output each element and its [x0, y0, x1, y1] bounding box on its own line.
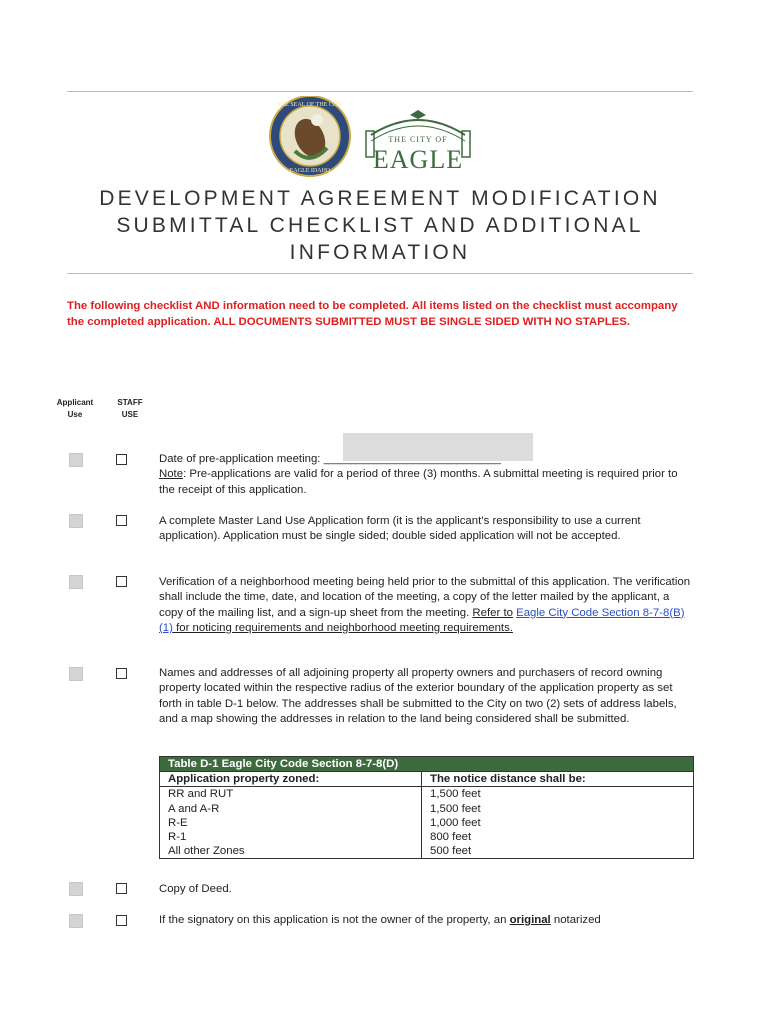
table-row	[160, 816, 694, 830]
table-row	[160, 802, 694, 816]
title-line-2: SUBMITTAL CHECKLIST AND ADDITIONAL	[116, 214, 644, 237]
table-row	[160, 830, 694, 844]
applicant-checkbox-master-form[interactable]	[69, 514, 83, 528]
applicant-checkbox-neighborhood[interactable]	[69, 575, 83, 589]
city-code-link[interactable]: Eagle City Code Section 8-7-8(B)(1)	[159, 606, 685, 634]
staff-checkbox-neighborhood[interactable]	[116, 576, 127, 587]
applicant-checkbox-preapp[interactable]	[69, 453, 83, 467]
applicant-header-line-2: Use	[67, 410, 83, 419]
table-cell-zone: R-E	[160, 816, 422, 830]
table-d1	[159, 756, 694, 859]
table-cell-distance: 1,500 feet	[422, 787, 694, 802]
table-cell-zone: R-1	[160, 830, 422, 844]
staff-checkbox-preapp[interactable]	[116, 454, 127, 465]
table-cell-distance: 800 feet	[422, 830, 694, 844]
neighborhood-tail: for noticing requirements and neighborhood meeting requirements.	[172, 621, 513, 634]
table-cell-zone: RR and RUT	[160, 787, 422, 802]
checklist-item-master-form: A complete Master Land Use Application form (it is the applicant’s responsibility to use a current application). Application must be single sided; double sided application will not be accepted.	[159, 515, 641, 543]
checklist-item-signatory	[159, 913, 693, 928]
top-rule	[67, 91, 693, 92]
table-caption: Table D-1 Eagle City Code Section 8-7-8(D)	[160, 757, 694, 772]
table-cell-distance: 1,500 feet	[422, 802, 694, 816]
logo-big-text: EAGLE	[372, 145, 464, 174]
applicant-checkbox-signatory[interactable]	[69, 914, 83, 928]
signatory-post: notarized	[550, 914, 601, 926]
note-text: : Pre-applications are valid for a period of three (3) months. A submittal meeting is required prior to the receipt of this application.	[159, 468, 678, 496]
checklist-item-deed: Copy of Deed.	[159, 883, 232, 895]
checklist-item-neighborhood	[159, 575, 693, 636]
title-rule	[67, 273, 693, 274]
table-cell-distance: 1,000 feet	[422, 816, 694, 830]
table-cell-zone: A and A-R	[160, 802, 422, 816]
applicant-use-header	[55, 397, 95, 421]
table-header-zone: Application property zoned:	[160, 772, 422, 787]
table-cell-zone: All other Zones	[160, 844, 422, 859]
page-title	[67, 185, 693, 266]
checklist-item-preapp	[159, 452, 693, 498]
title-line-1: DEVELOPMENT AGREEMENT MODIFICATION	[99, 187, 661, 210]
staff-checkbox-deed[interactable]	[116, 883, 127, 894]
refer-to-text: Refer to	[472, 606, 513, 619]
svg-text:EAGLE IDAHO: EAGLE IDAHO	[289, 168, 331, 174]
preapp-label: Date of pre-application meeting:	[159, 453, 324, 465]
table-header-distance: The notice distance shall be:	[422, 772, 694, 787]
staff-header-line-1: STAFF	[117, 398, 143, 407]
table-row	[160, 844, 694, 859]
note-label: Note	[159, 468, 184, 481]
applicant-checkbox-deed[interactable]	[69, 882, 83, 896]
intro-instructions: The following checklist AND information need to be completed. All items listed on the checklist must accompany the completed application. ALL DOCUMENTS SUBMITTED MUST BE SINGLE SIDED WITH NO STAPLES.	[67, 300, 678, 328]
title-line-3: INFORMATION	[289, 241, 471, 264]
applicant-header-line-1: Applicant	[56, 398, 94, 407]
logo-small-text: THE CITY OF	[388, 135, 448, 144]
staff-header-line-2: USE	[121, 410, 139, 419]
table-row	[160, 787, 694, 802]
preapp-blank: ____________________________	[323, 453, 502, 465]
neighborhood-text: Verification of a neighborhood meeting being held prior to the submittal of this application. The verification shall include the time, date, and location of the meeting, a copy of the letter mailed by the applicant, a copy of the mailing list, and a sign-up sheet from the meeting.	[159, 576, 691, 619]
staff-use-header	[110, 397, 150, 421]
signatory-pre: If the signatory on this application is not the owner of the property, an	[159, 914, 510, 926]
svg-text:THE SEAL OF THE CITY: THE SEAL OF THE CITY	[277, 102, 343, 108]
staff-checkbox-signatory[interactable]	[116, 915, 127, 926]
signatory-original: original	[509, 914, 551, 926]
applicant-checkbox-addresses[interactable]	[69, 667, 83, 681]
staff-checkbox-master-form[interactable]	[116, 515, 127, 526]
staff-checkbox-addresses[interactable]	[116, 668, 127, 679]
checklist-item-addresses: Names and addresses of all adjoining property all property owners and purchasers of record owning property located within the respective radius of the exterior boundary of the application property as set forth in table D-1 below. The addresses shall be submitted to the City on two (2) sets of address labels, and a map showing the addresses in relation to the land being considered shall be submitted.	[159, 667, 677, 725]
eagle-arch-logo-icon	[363, 107, 473, 177]
table-cell-distance: 500 feet	[422, 844, 694, 859]
